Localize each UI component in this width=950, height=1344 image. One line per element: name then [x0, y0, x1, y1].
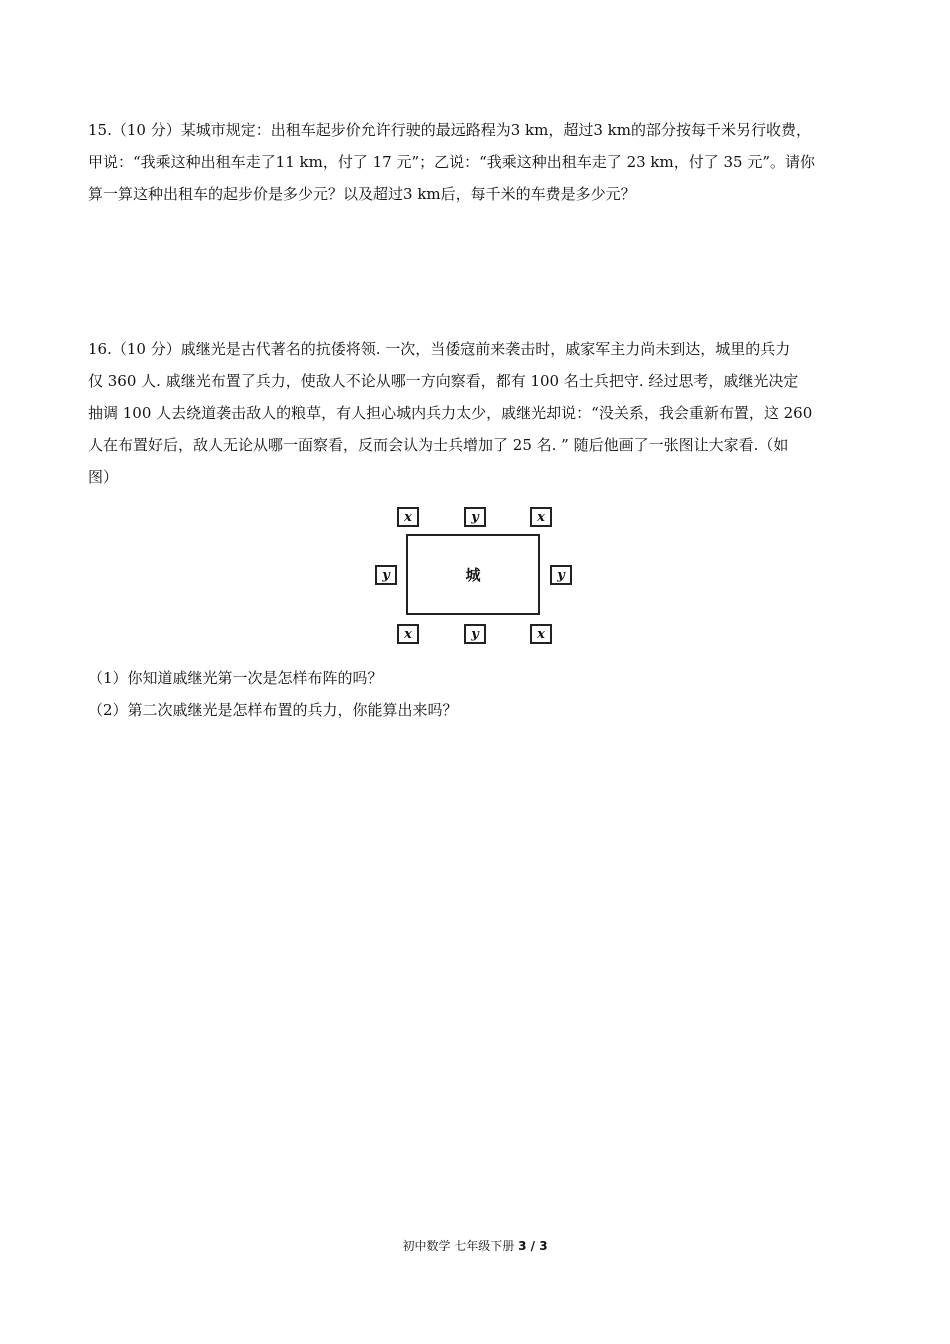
question-16-line-2: 仅 360 人. 戚继光布置了兵力，使敌人不论从哪一方向察看，都有 100 名士兵把守. 经过思考，戚继光决定: [88, 372, 799, 390]
question-15-line-3: 算一算这种出租车的起步价是多少元？以及超过3 km后，每千米的车费是多少元？: [88, 185, 636, 203]
question-16-line-3: 抽调 100 人去绕道袭击敌人的粮草，有人担心城内兵力太少，戚继光却说：“没关系，我会重新布置，这 260: [88, 404, 813, 422]
corner-box-bottom-left: x: [397, 624, 419, 644]
sub-question-2: （2）第二次戚继光是怎样布置的兵力，你能算出来吗？: [88, 701, 458, 719]
city-label: 城: [465, 566, 481, 584]
question-15-line-1: 15.（10 分）某城市规定：出租车起步价允许行驶的最远路程为3 km，超过3 km的部分按每千米另行收费，: [88, 121, 811, 139]
city-defense-diagram: [370, 500, 582, 650]
question-16-line-5: 图）: [88, 468, 119, 486]
edge-box-right: y: [550, 565, 572, 585]
question-15: [88, 114, 864, 210]
corner-box-top-right: x: [530, 507, 552, 527]
page-footer: [0, 1237, 950, 1254]
page-number: 3 / 3: [518, 1239, 548, 1253]
question-16-line-4: 人在布置好后，敌人无论从哪一面察看，反而会认为士兵增加了 25 名. ” 随后他画了一张图让大家看.（如: [88, 436, 789, 454]
corner-box-bottom-right: x: [530, 624, 552, 644]
sub-question-1: （1）你知道戚继光第一次是怎样布阵的吗？: [88, 669, 383, 687]
question-16: [88, 333, 864, 493]
edge-box-top: y: [464, 507, 486, 527]
question-15-line-2: 甲说：“我乘这种出租车走了11 km，付了 17 元”；乙说：“我乘这种出租车走了 23 km，付了 35 元”。请你: [88, 153, 816, 171]
corner-box-top-left: x: [397, 507, 419, 527]
question-16-line-1: 16.（10 分）戚继光是古代著名的抗倭将领. 一次，当倭寇前来袭击时，戚家军主力尚未到达，城里的兵力: [88, 340, 791, 358]
edge-box-left: y: [375, 565, 397, 585]
edge-box-bottom: y: [464, 624, 486, 644]
footer-text: 初中数学 七年级下册: [402, 1239, 515, 1253]
